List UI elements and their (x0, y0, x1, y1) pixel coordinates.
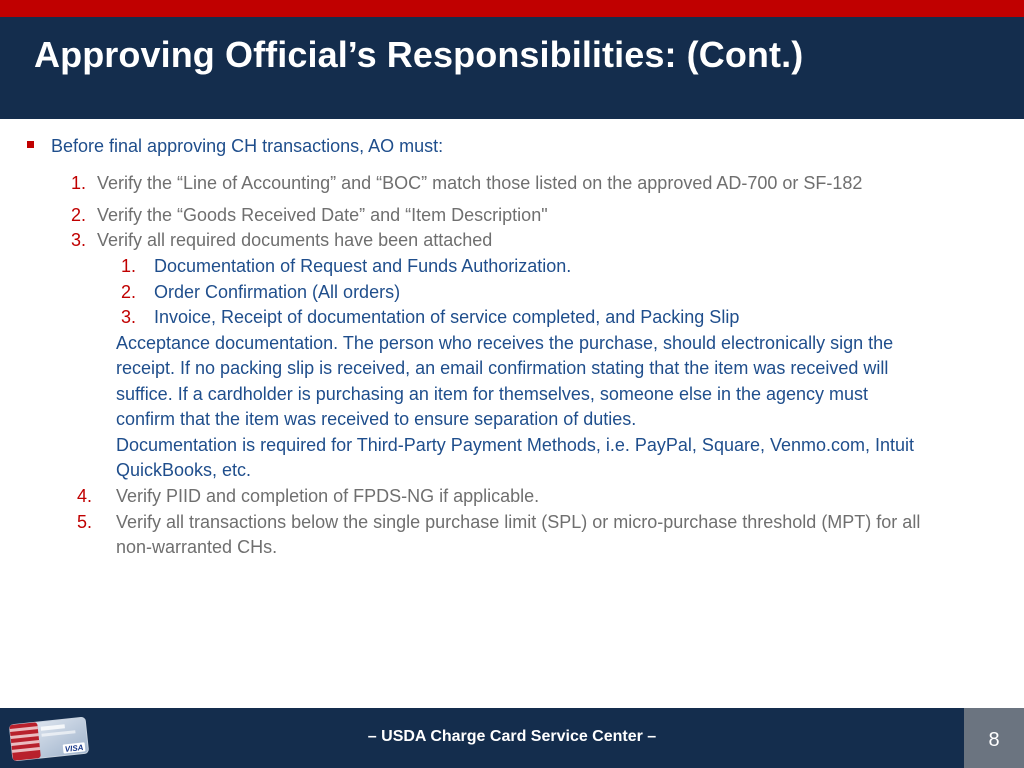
bullet-square-icon (27, 141, 34, 148)
acceptance-text: confirm that the item was received to ensure separation of duties. (116, 409, 637, 429)
subitem-text: Order Confirmation (All orders) (154, 282, 401, 302)
visa-logo-text: VISA (64, 742, 84, 754)
item-text: non-warranted CHs. (116, 537, 278, 557)
subitem-number: 2. (121, 282, 137, 302)
bullet-text: Before final approving CH transactions, AO must: (51, 136, 444, 156)
item-number: 1. (71, 173, 87, 193)
item-text: Verify the “Line of Accounting” and “BOC” match those listed on the approved AD-700 or SF-182 (97, 173, 863, 193)
item-text: Verify all required documents have been attached (97, 230, 493, 250)
subitem-text: Invoice, Receipt of documentation of service completed, and Packing Slip (154, 307, 740, 327)
acceptance-text: Acceptance documentation. The person who receives the purchase, should electronically sign the (116, 333, 894, 353)
acceptance-text: suffice. If a cardholder is purchasing an item for themselves, someone else in the agency must (116, 384, 869, 404)
page-number: 8 (988, 729, 1000, 751)
acceptance-text: receipt. If no packing slip is received, an email confirmation stating that the item was received will (116, 358, 889, 378)
footer-text: – USDA Charge Card Service Center – (367, 728, 657, 745)
item-number: 2. (71, 205, 87, 225)
subitem-number: 1. (121, 256, 137, 276)
item-text: Verify the “Goods Received Date” and “Item Description" (97, 205, 548, 225)
item-number: 4. (77, 486, 93, 506)
item-number: 3. (71, 230, 87, 250)
item-text: Verify all transactions below the single purchase limit (SPL) or micro-purchase threshold (MPT) for all (116, 512, 921, 532)
item-number: 5. (77, 512, 93, 532)
slide-title: Approving Official’s Responsibilities: (Cont.) (34, 34, 804, 75)
item-text: Verify PIID and completion of FPDS-NG if applicable. (116, 486, 540, 506)
subitem-text: Documentation of Request and Funds Authorization. (154, 256, 572, 276)
third-party-text: QuickBooks, etc. (116, 460, 252, 480)
third-party-text: Documentation is required for Third-Party Payment Methods, i.e. PayPal, Square, Venmo.com, Intuit (116, 435, 915, 455)
subitem-number: 3. (121, 307, 137, 327)
